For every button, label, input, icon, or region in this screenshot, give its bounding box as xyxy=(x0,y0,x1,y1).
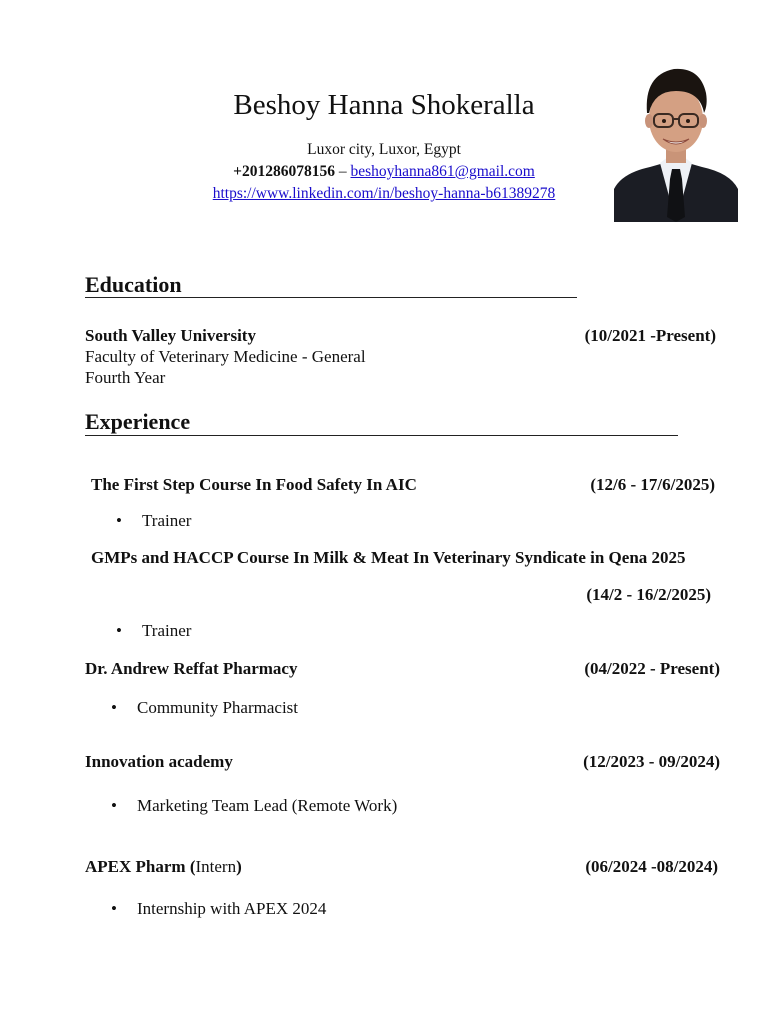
separator: – xyxy=(335,163,351,180)
experience-bullet xyxy=(111,898,326,919)
experience-title: The First Step Course In Food Safety In AIC xyxy=(91,475,417,494)
experience-title: Dr. Andrew Reffat Pharmacy xyxy=(85,659,298,678)
bullet-note: (Remote Work) xyxy=(291,796,398,815)
phone-number: +201286078156 xyxy=(233,163,336,180)
experience-bullet xyxy=(116,620,191,641)
experience-dates: (12/2023 - 09/2024) xyxy=(583,752,720,771)
experience-dates: (12/6 - 17/6/2025) xyxy=(590,475,715,494)
experience-bullet xyxy=(116,510,191,531)
bullet-icon: • xyxy=(111,899,117,918)
bullet-text: Trainer xyxy=(142,511,192,530)
experience-dates: (04/2022 - Present) xyxy=(584,659,720,678)
study-year: Fourth Year xyxy=(85,368,166,387)
paren-close: ) xyxy=(236,857,242,876)
education-heading: Education xyxy=(85,272,182,297)
email-link[interactable]: beshoyhanna861@gmail.com xyxy=(350,163,535,180)
education-divider xyxy=(85,297,577,298)
faculty: Faculty of Veterinary Medicine - General xyxy=(85,347,366,366)
experience-heading: Experience xyxy=(85,409,191,434)
company-name: APEX Pharm ( xyxy=(85,857,196,876)
experience-bullet xyxy=(111,795,397,816)
experience-title: Innovation academy xyxy=(85,752,233,771)
school-name: South Valley University xyxy=(85,326,256,345)
bullet-text: Trainer xyxy=(142,621,192,640)
bullet-icon: • xyxy=(116,621,122,640)
candidate-name: Beshoy Hanna Shokeralla xyxy=(233,89,535,121)
profile-photo xyxy=(614,57,738,222)
linkedin-link[interactable]: https://www.linkedin.com/in/beshoy-hanna-b61389278 xyxy=(212,185,556,202)
bullet-text: Marketing Team Lead xyxy=(137,796,288,815)
experience-bullet xyxy=(111,697,298,718)
bullet-text: Internship with APEX 2024 xyxy=(137,899,327,918)
role-label: Intern xyxy=(195,857,237,876)
experience-dates: (14/2 - 16/2/2025) xyxy=(586,585,711,604)
bullet-icon: • xyxy=(111,698,117,717)
experience-dates: (06/2024 -08/2024) xyxy=(585,857,718,876)
education-dates: (10/2021 -Present) xyxy=(584,326,716,345)
experience-title: GMPs and HACCP Course In Milk & Meat In Veterinary Syndicate in Qena 2025 xyxy=(91,548,686,567)
bullet-icon: • xyxy=(116,511,122,530)
bullet-text: Community Pharmacist xyxy=(137,698,299,717)
location: Luxor city, Luxor, Egypt xyxy=(307,141,461,158)
experience-title xyxy=(85,856,242,877)
experience-divider xyxy=(85,435,678,436)
bullet-icon: • xyxy=(111,796,117,815)
